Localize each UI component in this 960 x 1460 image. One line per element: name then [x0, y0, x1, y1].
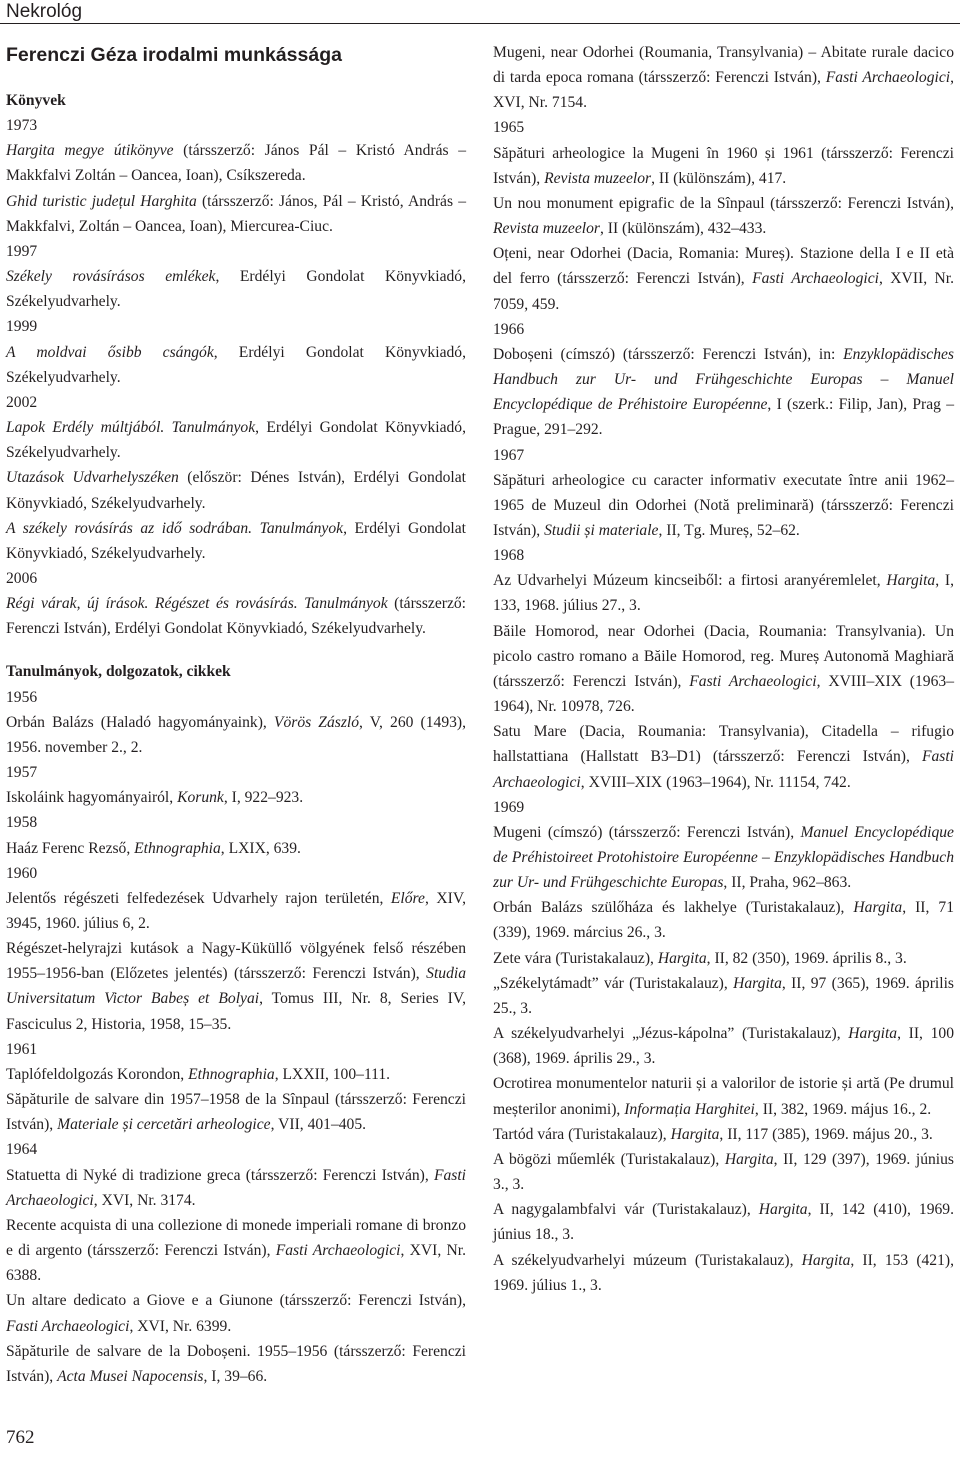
year-label: 1999 — [6, 318, 38, 336]
year-label: 1973 — [6, 117, 38, 135]
entry-text: Mugeni, near Odorhei (Roumania, Transylvania) – Abitate rurale dacico di tarda epoca romana (társszerző: Ferenczi István), — [493, 44, 954, 87]
entry-text: Orbán Balázs (Haladó hagyományaink), — [6, 713, 274, 731]
entry-text: , II, 82 (350), 1969. április 8., 3. — [706, 949, 907, 967]
entry-text: A nagygalambfalvi vár (Turistakalauz), — [493, 1201, 759, 1219]
bibliography-entry — [6, 710, 466, 760]
entry-text: , LXXII, 100–111. — [274, 1065, 391, 1083]
entry-title-italic: Hargita — [670, 1125, 720, 1143]
books-heading: Könyvek — [6, 92, 66, 109]
entry-title-italic: Hargita — [733, 974, 782, 992]
bibliography-entry — [493, 820, 954, 895]
entry-title-italic: Revista muzeelor — [493, 220, 600, 238]
entry-text: Un nou monument epigrafic de la Sînpaul (társszerző: Ferenczi István), — [493, 194, 954, 212]
entry-text: Haáz Ferenc Rezső, — [6, 839, 135, 857]
entry-text: , Erdélyi Gondolat Könyvkiadó, Székelyudvarhely. — [6, 343, 466, 386]
bibliography-entry — [493, 568, 954, 618]
bibliography-entry — [493, 1071, 954, 1121]
studies-continuation — [493, 40, 954, 115]
bibliography-entry — [493, 619, 954, 720]
entry-text: , Erdélyi Gondolat Könyvkiadó, Székelyudvarhely. — [6, 519, 466, 562]
entry-text: Un altare dedicato a Giove e a Giunone (társszerző: Ferenczi István), — [6, 1292, 466, 1310]
entry-text: , Erdélyi Gondolat Könyvkiadó, Székelyudvarhely. — [6, 419, 466, 462]
entry-text: , XVIII–XIX (1963–1964), Nr. 11154, 742. — [580, 773, 851, 791]
bibliography-entry — [6, 1062, 466, 1087]
bibliography-entry — [493, 191, 954, 241]
entry-title-italic: A moldvai ősibb csángók — [6, 343, 214, 361]
entry-title-italic: Hargita — [724, 1150, 774, 1168]
studies-list-right — [493, 115, 954, 1297]
entry-text: Ocrotirea monumentelor naturii și a valorilor de istorie și artă (Pe drumul meșterilor anonimi), — [493, 1075, 954, 1118]
right-column — [493, 40, 954, 1298]
entry-text: , I, 39–66. — [203, 1367, 268, 1385]
bibliography-entry — [6, 516, 466, 566]
bibliography-entry — [493, 895, 954, 945]
entry-text: , XVI, Nr. 3174. — [93, 1191, 196, 1209]
entry-text: A bögözi műemlék (Turistakalauz), — [493, 1150, 725, 1168]
entry-title-italic: Fasti Archaeologici — [825, 69, 951, 87]
bibliography-entry — [6, 415, 466, 465]
entry-text: , I, 922–923. — [223, 789, 304, 807]
entry-text: , II (különszám), 432–433. — [599, 220, 767, 238]
entry-title-italic: Ghid turistic județul Harghita — [6, 192, 197, 210]
entry-text: (társszerző: Ferenczi István), Erdélyi Gondolat Könyvkiadó, Székelyudvarhely. — [6, 595, 466, 638]
entry-text: Régészet-helyrajzi kutások a Nagy-Küküllő völgyének felső részében 1955–1956-ban (Előzetes jelentés) (társszerző: Ferenczi István), — [6, 940, 466, 983]
entry-text: Iskoláink hagyományairól, — [6, 789, 178, 807]
entry-text: Taplófeldolgozás Korondon, — [6, 1065, 189, 1083]
year-label: 2002 — [6, 393, 38, 411]
entry-text: , XVI, Nr. 6399. — [129, 1317, 232, 1335]
studies-list-left — [6, 685, 466, 1389]
entry-text: Oțeni, near Odorhei (Dacia, Romania: Mureș). Stazione della I e II età del ferro (társszerző: Ferenczi István), — [493, 245, 954, 288]
entry-text: Jelentős régészeti felfedezések Udvarhely rajon területén, — [6, 889, 391, 907]
entry-text: , II, 142 (410), 1969. június 18., 3. — [493, 1201, 954, 1244]
entry-title-italic: Revista muzeelor — [544, 169, 652, 187]
bibliography-entry — [493, 241, 954, 316]
entry-text: Zete vára (Turistakalauz), — [493, 949, 658, 967]
bibliography-entry — [493, 1248, 954, 1298]
entry-title-italic: Hargita — [886, 572, 936, 590]
running-header: Nekrológ — [0, 0, 960, 24]
entry-title-italic: Informația Harghitei — [624, 1100, 755, 1118]
entry-title-italic: Enzyklopädisches Handbuch zur Ur- und Frühgeschichte Europas – Manuel Encyclopédique de Préhistoire Européenne — [493, 345, 954, 414]
entry-title-italic: Fasti Archaeologici — [493, 748, 954, 791]
bibliography-entry — [493, 342, 954, 443]
entry-text: A székelyudvarhelyi múzeum (Turistakalauz), — [493, 1251, 802, 1269]
bibliography-entry — [493, 40, 954, 115]
year-label: 1960 — [6, 864, 38, 882]
year-label: 1997 — [6, 242, 38, 260]
bibliography-entry — [6, 264, 466, 314]
article-title: Ferenczi Géza irodalmi munkássága — [6, 44, 342, 66]
bibliography-entry — [6, 189, 466, 239]
books-list — [6, 113, 466, 641]
bibliography-entry — [493, 971, 954, 1021]
year-label: 1965 — [493, 119, 525, 137]
entry-title-italic: Hargita — [801, 1251, 851, 1269]
entry-title-italic: Fasti Archaeologici — [275, 1242, 401, 1260]
entry-title-italic: Hargita — [853, 899, 903, 917]
bibliography-entry — [493, 719, 954, 794]
entry-text: Statuetta di Nyké di tradizione greca (társszerző: Ferenczi István), — [6, 1166, 434, 1184]
entry-title-italic: Székely rovásírásos emlékek — [6, 268, 216, 286]
entry-text: Orbán Balázs szülőháza és lakhelye (Turistakalauz), — [493, 899, 854, 917]
left-column — [6, 40, 466, 1389]
entry-text: , Erdélyi Gondolat Könyvkiadó, Székelyudvarhely. — [6, 268, 466, 311]
year-label: 1961 — [6, 1040, 38, 1058]
entry-text: , II, 71 (339), 1969. március 26., 3. — [493, 899, 954, 942]
page-number: 762 — [6, 1427, 35, 1448]
entry-title-italic: Hargita — [758, 1201, 808, 1219]
entry-text: , XVI, Nr. 6388. — [6, 1242, 466, 1285]
entry-text: , XIV, 3945, 1960. július 6, 2. — [6, 889, 466, 932]
entry-title-italic: Studia Universitatum Victor Babeș et Bolyai — [6, 965, 466, 1008]
entry-title-italic: Manuel Encyclopédique de Préhistoireet Protohistoire Européenne – Enzyklopädisches Handbuch zur Ur- und Frühgeschichte Europas — [493, 823, 954, 892]
entry-title-italic: Előre — [390, 889, 425, 907]
bibliography-entry — [6, 1339, 466, 1389]
entry-title-italic: Lapok Erdély múltjából. Tanulmányok — [6, 419, 256, 437]
year-label: 1967 — [493, 446, 525, 464]
bibliography-entry — [6, 936, 466, 1037]
entry-text: , II (különszám), 417. — [651, 169, 787, 187]
bibliography-entry — [6, 340, 466, 390]
bibliography-entry — [6, 1163, 466, 1213]
entry-text: Săpăturile de salvare de la Doboșeni. 1955–1956 (társszerző: Ferenczi István), — [6, 1342, 466, 1385]
entry-title-italic: Ethnographia — [188, 1065, 275, 1083]
entry-text: , II, 100 (368), 1969. április 29., 3. — [493, 1025, 954, 1068]
entry-text: , I (szerk.: Filip, Jan), Prag – Prague, 291–292. — [493, 396, 954, 439]
bibliography-entry — [493, 1147, 954, 1197]
entry-text: Săpăturile de salvare din 1957–1958 de la Sînpaul (társszerző: Ferenczi István), — [6, 1091, 466, 1134]
entry-text: Băile Homorod, near Odorhei (Dacia, Roumania: Transylvania). Un picolo castro romano a Băile Homorod, reg. Mureș Autonomă Maghiară (társszerző: Ferenczi István), — [493, 622, 954, 690]
bibliography-entry — [6, 465, 466, 515]
studies-heading: Tanulmányok, dolgozatok, cikkek — [6, 663, 231, 681]
year-label: 1968 — [493, 547, 525, 565]
year-label: 1956 — [6, 688, 38, 706]
bibliography-entry — [6, 1087, 466, 1137]
year-label: 1958 — [6, 814, 38, 832]
entry-title-italic: Studii și materiale — [544, 521, 659, 539]
entry-text: , II, Tg. Mureș, 52–62. — [658, 521, 800, 539]
entry-text: Satu Mare (Dacia, Roumania: Transylvania), Citadella – rifugio hallstattiana (Hallstatt B3–D1) (társszerző: Ferenczi István), — [493, 723, 954, 766]
entry-text: A székelyudvarhelyi „Jézus-kápolna” (Turistakalauz), — [493, 1025, 849, 1043]
bibliography-entry — [493, 141, 954, 191]
entry-text: „Székelytámadt” vár (Turistakalauz), — [493, 974, 734, 992]
entry-text: (először: Dénes István), Erdélyi Gondolat Könyvkiadó, Székelyudvarhely. — [6, 469, 466, 512]
bibliography-entry — [493, 468, 954, 543]
entry-title-italic: Fasti Archaeologici — [6, 1317, 130, 1335]
entry-text: , LXIX, 639. — [220, 839, 301, 857]
year-label: 1969 — [493, 798, 525, 816]
entry-text: Doboșeni (címszó) (társszerző: Ferenczi István), in: — [493, 345, 844, 363]
bibliography-entry — [493, 1197, 954, 1247]
entry-text: Az Udvarhelyi Múzeum kincseiből: a firtosi aranyéremlelet, — [493, 572, 887, 590]
entry-title-italic: Ethnographia — [134, 839, 221, 857]
entry-title-italic: Hargita megye útikönyve — [6, 142, 174, 160]
bibliography-entry — [493, 1021, 954, 1071]
entry-title-italic: Korunk — [177, 789, 224, 807]
entry-text: , II, 153 (421), 1969. július 1., 3. — [493, 1251, 954, 1294]
entry-title-italic: Vörös Zászló — [273, 713, 360, 731]
bibliography-entry — [493, 946, 954, 971]
bibliography-entry — [6, 1288, 466, 1338]
bibliography-entry — [6, 836, 466, 861]
entry-title-italic: A székely rovásírás az idő sodrában. Tanulmányok — [6, 519, 344, 537]
entry-text: , II, 97 (365), 1969. április 25., 3. — [493, 974, 954, 1017]
entry-title-italic: Régi várak, új írások. Régészet és rovásírás. Tanulmányok — [6, 595, 388, 613]
entry-text: Tartód vára (Turistakalauz), — [493, 1125, 671, 1143]
entry-title-italic: Acta Musei Napocensis — [57, 1367, 204, 1385]
entry-text: Recente acquista di una collezione di monede imperiali romane di bronzo e di argento (társszerző: Ferenczi István), — [6, 1216, 466, 1260]
entry-title-italic: Fasti Archaeologici — [689, 672, 817, 690]
entry-title-italic: Utazások Udvarhelyszéken — [6, 469, 179, 487]
entry-text: , II, Praha, 962–863. — [723, 874, 852, 892]
entry-title-italic: Fasti Archaeologici — [6, 1166, 466, 1209]
bibliography-entry — [6, 138, 466, 188]
bibliography-entry — [6, 591, 466, 641]
entry-text: Săpături arheologice cu caracter informativ executate între anii 1962–1965 de Muzeul din Odorhei (Notă preliminară) (társszerző: Ferenczi István), — [493, 471, 954, 539]
entry-title-italic: Hargita — [848, 1025, 898, 1043]
year-label: 2006 — [6, 569, 38, 587]
bibliography-entry — [6, 1213, 466, 1288]
bibliography-entry — [493, 1122, 954, 1147]
entry-text: , XVI, Nr. 7154. — [493, 69, 954, 112]
year-label: 1966 — [493, 320, 525, 338]
entry-title-italic: Hargita — [657, 949, 707, 967]
entry-text: , V, 260 (1493), 1956. november 2., 2. — [6, 713, 467, 756]
entry-text: , II, 382, 1969. május 16., 2. — [754, 1100, 932, 1118]
bibliography-entry — [6, 785, 466, 810]
entry-text: , II, 117 (385), 1969. május 20., 3. — [719, 1125, 933, 1143]
entry-text: , VII, 401–405. — [270, 1116, 367, 1134]
entry-text: Mugeni (címszó) (társszerző: Ferenczi István), — [493, 823, 801, 841]
entry-text: , I, 133, 1968. július 27., 3. — [493, 572, 954, 615]
entry-title-italic: Fasti Archaeologici — [752, 270, 879, 288]
bibliography-entry — [6, 886, 466, 936]
year-label: 1964 — [6, 1141, 38, 1159]
entry-text: , Tomus III, Nr. 8, Series IV, Fasciculus 2, Historia, 1958, 15–35. — [6, 990, 466, 1033]
entry-title-italic: Materiale și cercetări arheologice — [57, 1116, 271, 1134]
entry-text: , XVIII–XIX (1963–1964), Nr. 10978, 726. — [493, 672, 954, 716]
entry-text: (társszerző: János, Pál – Kristó, András – Makkfalvi, Zoltán – Oancea, Ioan), Miercurea-Ciuc. — [6, 192, 467, 235]
entry-text: , XVII, Nr. 7059, 459. — [493, 270, 954, 313]
entry-text: , II, 129 (397), 1969. június 3., 3. — [493, 1150, 955, 1194]
entry-text: (társszerző: János Pál – Kristó András – Makkfalvi Zoltán – Oancea, Ioan), Csíkszereda. — [6, 142, 466, 185]
entry-text: Săpături arheologice la Mugeni în 1960 și 1961 (társszerző: Ferenczi István), — [493, 144, 954, 187]
year-label: 1957 — [6, 764, 38, 782]
